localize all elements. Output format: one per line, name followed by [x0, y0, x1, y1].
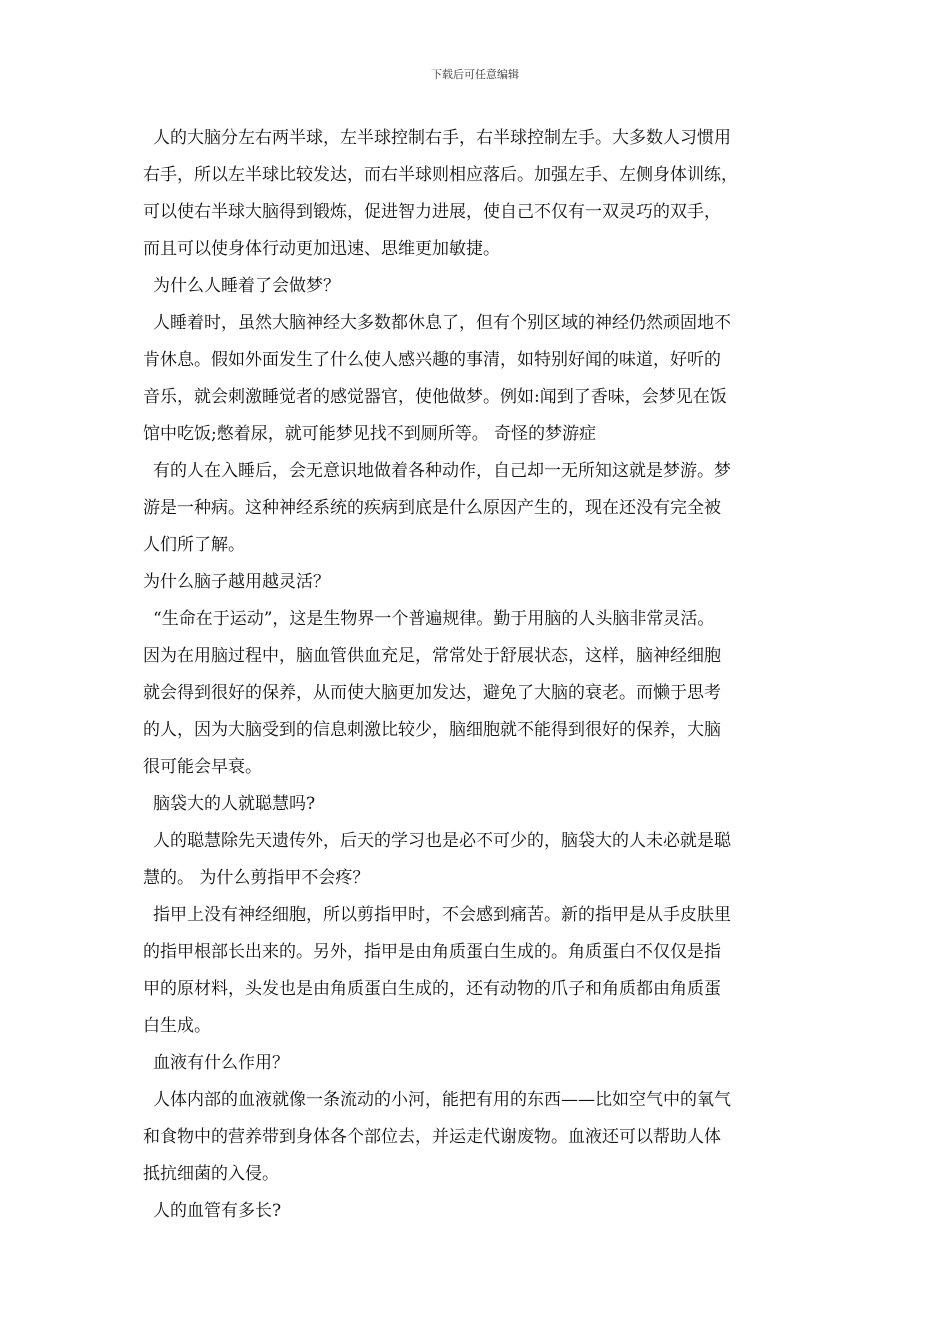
text-line: 人体内部的血液就像一条流动的小河，能把有用的东西——比如空气中的氧气 — [153, 1090, 731, 1110]
text-line: 人的大脑分左右两半球，左半球控制右手，右半球控制左手。大多数人习惯用 — [153, 128, 731, 148]
text-line: 白生成。 — [143, 1016, 211, 1036]
text-line: 和食物中的营养带到身体各个部位去，并运走代谢废物。血液还可以帮助人体 — [143, 1127, 721, 1147]
section-heading: 为什么脑子越用越灵活？ — [143, 572, 330, 592]
text-line: 人们所了解。 — [143, 535, 245, 555]
text-line: 因为在用脑过程中，脑血管供血充足，常常处于舒展状态，这样，脑神经细胞 — [143, 646, 721, 666]
text-line: 指甲上没有神经细胞，所以剪指甲时，不会感到痛苦。新的指甲是从手皮肤里 — [153, 905, 731, 925]
text-line: 而且可以使身体行动更加迅速、思维更加敏捷。 — [143, 239, 500, 259]
text-line: 慧的。 为什么剪指甲不会疼？ — [143, 868, 370, 888]
text-line: 可以使右半球大脑得到锻炼，促进智力进展，使自己不仅有一双灵巧的双手， — [143, 202, 721, 222]
document-body — [143, 120, 811, 1230]
text-line: 的指甲根部长出来的。另外，指甲是由角质蛋白生成的。角质蛋白不仅仅是指 — [143, 942, 721, 962]
section-heading: 人的血管有多长? — [153, 1201, 282, 1221]
text-line: 有的人在入睡后，会无意识地做着各种动作，自己却一无所知这就是梦游。梦 — [153, 461, 731, 481]
text-line: 很可能会早衰。 — [143, 757, 262, 777]
section-heading: 血液有什么作用？ — [153, 1053, 289, 1073]
page-header: 下载后可任意编辑 — [431, 68, 519, 81]
text-line: 人睡着时，虽然大脑神经大多数都休息了，但有个别区域的神经仍然顽固地不 — [153, 313, 731, 333]
text-line: 馆中吃饭;憋着尿，就可能梦见找不到厕所等。 奇怪的梦游症 — [143, 424, 597, 444]
text-line: 右手，所以左半球比较发达，而右半球则相应落后。加强左手、左侧身体训练， — [143, 165, 738, 185]
text-line: 的人，因为大脑受到的信息刺激比较少，脑细胞就不能得到很好的保养，大脑 — [143, 720, 721, 740]
text-line: “生命在于运动”，这是生物界一个普遍规律。勤于用脑的人头脑非常灵活。 — [153, 609, 715, 629]
text-line: 就会得到很好的保养，从而使大脑更加发达，避免了大脑的衰老。而懒于思考 — [143, 683, 721, 703]
text-line: 音乐，就会刺激睡觉者的感觉器官，使他做梦。例如:闻到了香味，会梦见在饭 — [143, 387, 727, 407]
section-heading: 脑袋大的人就聪慧吗? — [153, 794, 316, 814]
text-line: 肯休息。假如外面发生了什么使人感兴趣的事清，如特别好闻的味道，好听的 — [143, 350, 721, 370]
text-line: 游是一种病。这种神经系统的疾病到底是什么原因产生的，现在还没有完全被 — [143, 498, 721, 518]
section-heading: 为什么人睡着了会做梦？ — [153, 276, 340, 296]
text-line: 人的聪慧除先天遗传外，后天的学习也是必不可少的，脑袋大的人未必就是聪 — [153, 831, 731, 851]
text-line: 甲的原材料，头发也是由角质蛋白生成的，还有动物的爪子和角质都由角质蛋 — [143, 979, 721, 999]
text-line: 抵抗细菌的入侵。 — [143, 1164, 279, 1184]
